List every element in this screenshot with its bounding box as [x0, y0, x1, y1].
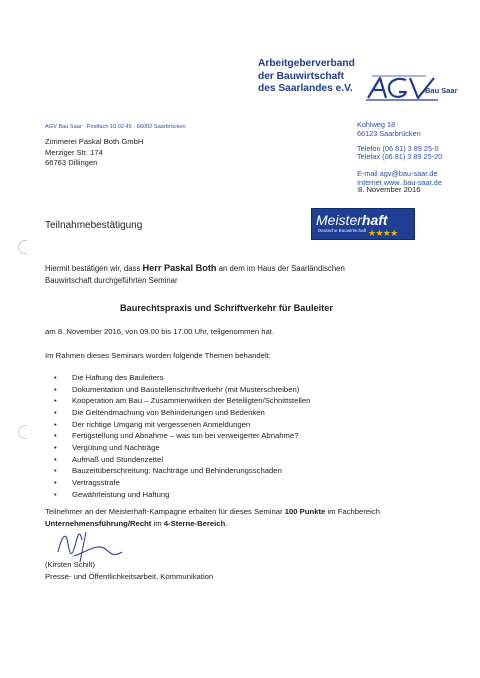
points-value: 100 Punkte — [284, 507, 326, 516]
list-item: • Gewährleistung und Haftung — [54, 489, 170, 499]
points-paragraph: Teilnehmer an der Meisterhaft-Kampagne erhalten für dieses Seminar 100 Punkte im Fachbereich Unternehmensführung/Recht im 4-Sterne-Bereich. — [45, 507, 380, 528]
contact-street: Kohlweg 18 — [357, 120, 396, 129]
letter-date: 8. November 2016 — [358, 185, 421, 194]
list-item: • Vertragsstrafe — [54, 477, 120, 487]
list-item: • Fertigstellung und Abnahme – was tun bei verweigerter Abnahme? — [54, 431, 299, 441]
recipient-city: 66763 Dillingen — [45, 158, 98, 168]
meisterhaft-wordmark — [316, 212, 388, 228]
contact-city: 66123 Saarbrücken — [357, 128, 421, 138]
recipient-address — [45, 137, 143, 169]
organization-name — [258, 58, 378, 96]
org-line: Arbeitgeberverband — [258, 58, 355, 69]
contact-block — [357, 121, 442, 188]
list-item: • Dokumentation und Baustellenschriftverkehr (mit Musterschreiben) — [54, 384, 300, 394]
contact-internet: Internet www. bau-saar.de — [357, 177, 442, 187]
signer-role: Presse- und Öffentlichkeitsarbeit, Kommunikation — [45, 572, 214, 581]
org-line: des Saarlandes e.V. — [258, 83, 353, 94]
badge-word-light: Meister — [316, 212, 362, 228]
contact-fax: Telefax (06 81) 3 89 25-20 — [357, 152, 443, 162]
intro-text: Hiermit bestätigen wir, dass — [45, 264, 143, 273]
list-item: • Die Haftung des Bauleiters — [54, 373, 164, 382]
list-item: • Aufmaß und Stundenzettel — [54, 454, 164, 464]
seminar-title: Baurechtspraxis und Schriftverkehr für Bauleiter — [120, 303, 333, 313]
intro-text-cont: an dem im Haus der Saarländischen — [216, 264, 345, 273]
confirmation-paragraph — [45, 263, 345, 286]
points-text-cont: im Fachbereich — [325, 507, 380, 516]
signer-name: (Kirsten Schilt) — [45, 560, 95, 569]
points-text: Teilnehmer an der Meisterhaft-Kampagne erhalten für dieses Seminar — [45, 507, 285, 516]
list-item: • Kooperation am Bau – Zusammenwirken der Beteiligten/Schnittstellen — [54, 396, 311, 406]
badge-word-bold: haft — [361, 212, 388, 228]
intro-text-line2: Bauwirtschaft durchgeführten Seminar — [45, 275, 178, 285]
logo-subtitle: Bau Saar — [425, 86, 458, 95]
topics-list — [54, 372, 310, 500]
subject-area: Unternehmensführung/Recht — [45, 518, 152, 528]
punch-hole-icon — [18, 425, 27, 439]
list-item: • Der richtige Umgang mit vergessenen Anmeldungen — [54, 419, 251, 429]
badge-subtitle: Deutsche Bauwirtschaft — [318, 228, 367, 233]
badge-stars-icon: ★★★★ — [368, 228, 398, 238]
org-line: der Bauwirtschaft — [258, 70, 345, 82]
recipient-street: Merziger Str. 174 — [45, 147, 103, 157]
list-item: • Bauzeitüberschreitung: Nachträge und Behinderungsschaden — [54, 466, 282, 476]
star-level: 4-Sterne-Bereich — [163, 518, 226, 528]
topics-intro: Im Rahmen dieses Seminars wurden folgende Themen behandelt: — [45, 351, 271, 360]
list-item: • Vergütung und Nachträge — [54, 442, 160, 452]
recipient-company: Zimmerei Paskal Both GmbH — [45, 137, 144, 146]
signer-block — [45, 559, 213, 583]
document-title: Teilnahmebestätigung — [45, 220, 143, 231]
contact-email: E-mail agv@bau-saar.de — [357, 169, 438, 179]
punch-hole-icon — [18, 240, 27, 254]
seminar-date-line: am 8. November 2016, von 09.00 bis 17.00 Uhr, teilgenommen hat. — [45, 327, 275, 336]
participant-name: Herr Paskal Both — [142, 263, 217, 273]
sender-line: AGV Bau Saar · Postfach 10 02 45 · 66002 Saarbrücken — [45, 124, 186, 130]
contact-phone: Telefon (06 81) 3 89 25-0 — [357, 143, 439, 153]
list-item: • Die Geltendmachung von Behinderungen und Bedenken — [54, 407, 265, 417]
